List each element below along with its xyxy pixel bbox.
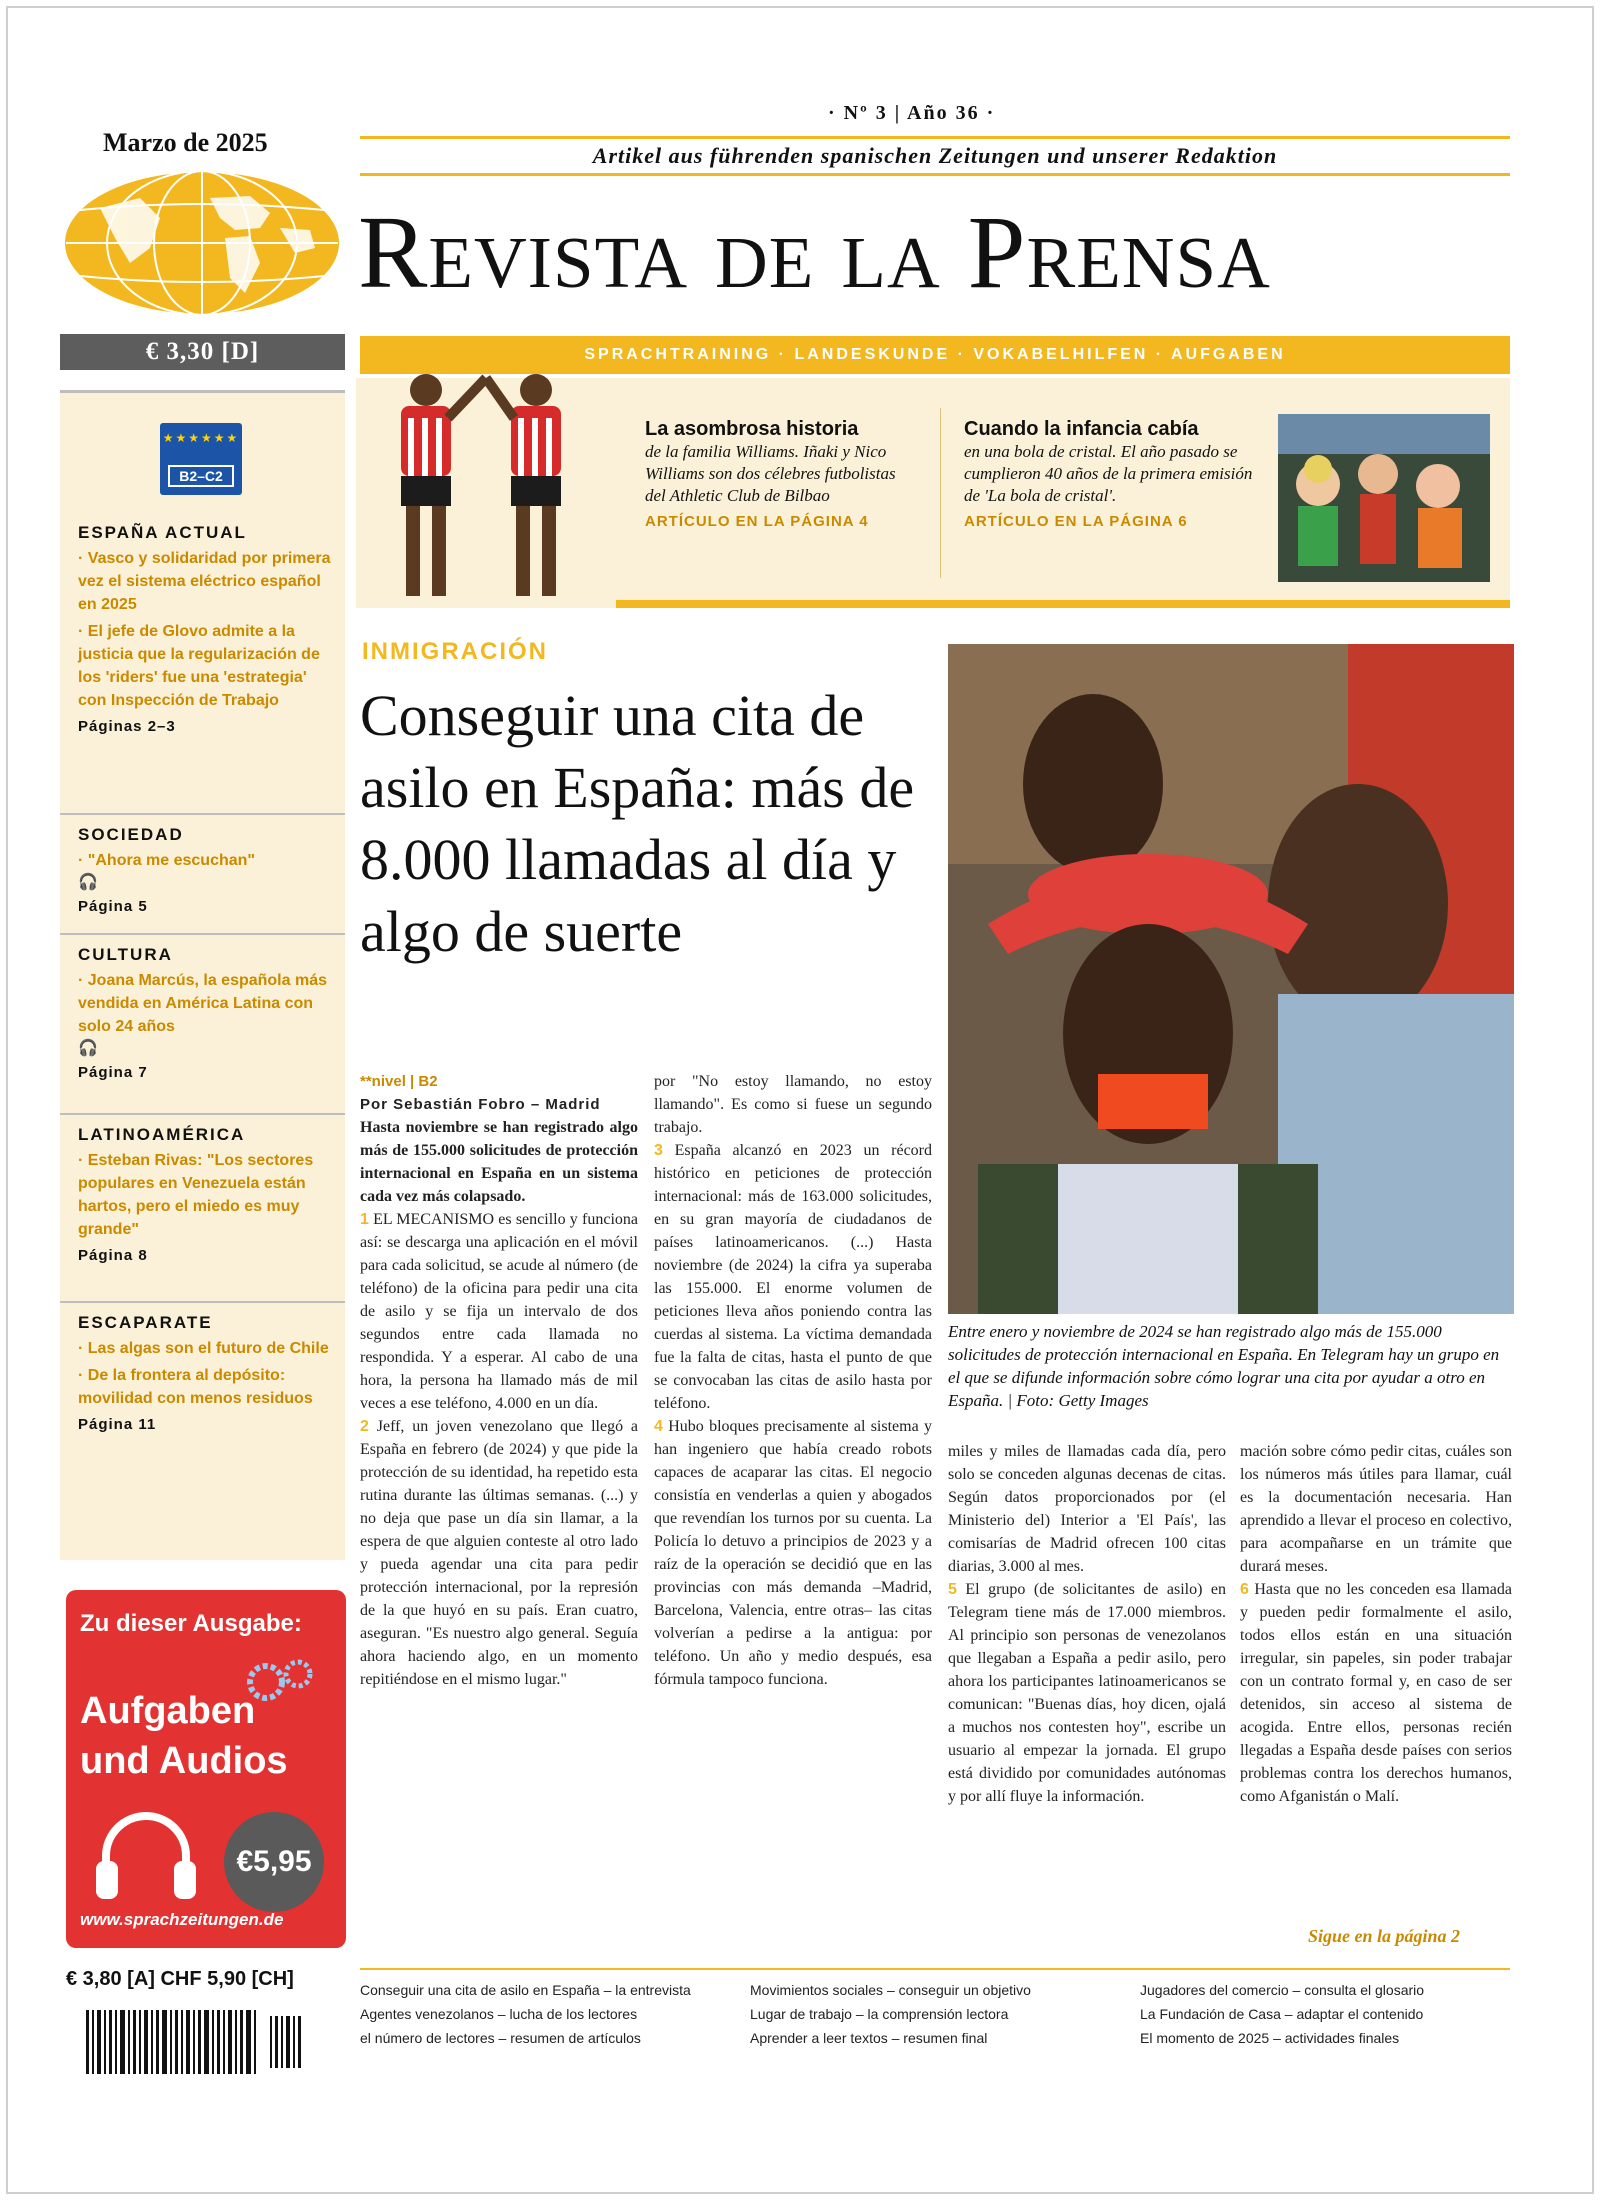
promo-price: €5,95: [224, 1812, 324, 1912]
article-column-3: [948, 1440, 1226, 1808]
promo-url[interactable]: www.sprachzeitungen.de: [80, 1910, 284, 1929]
newspaper-cover: [6, 6, 1594, 2194]
article-paragraph: por "No estoy llamando, no estoy llamando". Es como si fuese un segundo trabajo.: [654, 1073, 932, 1136]
article-paragraph: 2 Jeff, un joven venezolano que llegó a España en febrero (de 2024) y que pide la protección de su identidad, ha repetido esta rutina durante las últimas semanas. (...) y no deja que pase un día sin llamar, a la espera de que alguien conteste al otro lado y pueda agendar una cita para pedir protección internacional, por la represión de la que huyó en su país. Eran cuatro, aseguran. "Es nuestro algo general. Seguía ahora haciendo algo, en un momento repitiéndose en el mismo lugar.": [360, 1418, 638, 1688]
section-page: Página 11: [78, 1416, 157, 1433]
section-item: · Vasco y solidaridad por primera vez el sistema eléctrico español en 2025: [78, 550, 331, 613]
headphones-icon: 🎧: [78, 872, 98, 891]
index-item: Agentes venezolanos – lucha de los lectores: [360, 2006, 638, 2022]
issue-number: · Nº 3 | Año 36 ·: [828, 102, 996, 124]
level-label: B2–C2: [168, 465, 234, 487]
index-item: Aprender a leer textos – resumen final: [750, 2030, 988, 2046]
index-item: El momento de 2025 – actividades finales: [1140, 2030, 1400, 2046]
section-item: · "Ahora me escuchan": [78, 852, 255, 869]
asylum-seekers-photo: [948, 644, 1514, 1314]
divider: [60, 933, 345, 935]
divider: [60, 1301, 345, 1303]
foreign-prices: € 3,80 [A] CHF 5,90 [CH]: [66, 1968, 294, 1990]
promo-box[interactable]: [66, 1590, 346, 1948]
sidebar-contents: [60, 390, 345, 1560]
article-paragraph: miles y miles de llamadas cada día, pero solo se conceden algunas decenas de citas. Según datos proporcionados por (el Ministerio del) Interior a 'El País', las comisarías de Madrid ofrecen 100 citas diarias, 3.000 al mes.: [948, 1443, 1226, 1575]
footballers-photo: [356, 338, 616, 608]
article-column-2: [654, 1070, 932, 1691]
section-escaparate: [78, 1313, 336, 1433]
section-title: LATINOAMÉRICA: [78, 1125, 246, 1144]
section-title: CULTURA: [78, 945, 173, 964]
article-paragraph: 3 España alcanzó en 2023 un récord histórico en peticiones de protección internacional: más de 163.000 solicitudes, en su gran mayoría de ciudadanos de países latinoamericanos. (...) Hasta noviembre (de 2024) la cifra ya superaba las 155.000. El enorme volumen de peticiones lleva años poniendo contra las cuerdas al sistema. La víctima demandada fue la falta de citas, hasta el punto de que se convocaban las citas de asilo hasta por teléfono.: [654, 1142, 932, 1412]
headphones-icon: 🎧: [78, 1038, 98, 1057]
article-column-1: [360, 1070, 638, 1691]
section-latinoamerica: [78, 1125, 336, 1264]
photo-caption: Entre enero y noviembre de 2024 se han registrado algo más de 155.000 solicitudes de protección internacional en España. En Telegram hay un grupo en el que se difunde información sobre cómo lograr una cita por ayudar a otro en España. | Foto: Getty Images: [948, 1322, 1500, 1410]
eu-stars-icon: ★★★★★★: [162, 431, 240, 445]
index-item: Movimientos sociales – conseguir un objetivo: [750, 1982, 1031, 1998]
index-column-1: [360, 1978, 730, 2050]
teaser-link[interactable]: ARTÍCULO EN LA PÁGINA 6: [964, 513, 1188, 530]
article-byline: Por Sebastián Fobro – Madrid: [360, 1096, 601, 1113]
index-item: La Fundación de Casa – adaptar el contenido: [1140, 2006, 1424, 2022]
promo-line-2: und Audios: [80, 1740, 288, 1782]
article-paragraph: 6 Hasta que no les conceden esa llamada y pueden pedir formalmente el asilo, todos ellos están en una situación irregular, sin papeles, sin poder trabajar con un contrato formal y, en caso de ser detenidos, sin acceso al sistema de acogida. Entre ellos, personas recién llegadas a España desde países con serios problemas contra los derechos humanos, como Afganistán o Malí.: [1240, 1581, 1512, 1805]
section-title: ESCAPARATE: [78, 1313, 213, 1332]
continue-link[interactable]: Sigue en la página 2: [1308, 1926, 1461, 1946]
barcode-icon: [84, 2010, 314, 2088]
section-item: · Las algas son el futuro de Chile: [78, 1340, 329, 1357]
index-column-3: [1140, 1978, 1510, 2050]
section-espana-actual: [78, 523, 336, 735]
section-page: Página 8: [78, 1247, 148, 1264]
level-tag: **nivel | B2: [360, 1073, 438, 1090]
section-page: Página 7: [78, 1064, 148, 1081]
gears-icon: [236, 1652, 326, 1712]
article-column-4: [1240, 1440, 1512, 1808]
globe-logo: [60, 168, 345, 318]
promo-heading: Zu dieser Ausgabe:: [80, 1610, 302, 1637]
index-column-2: [750, 1978, 1120, 2050]
puppets-photo: [1278, 414, 1490, 582]
teaser-williams[interactable]: [645, 418, 915, 530]
section-cultura: [78, 945, 336, 1081]
article-lead: Hasta noviembre se han registrado algo más de 155.000 solicitudes de protección internacional en España en un sistema cada vez más colapsado.: [360, 1119, 638, 1205]
divider: [940, 408, 941, 578]
teaser-bola-de-cristal[interactable]: [964, 418, 1264, 530]
section-page: Páginas 2–3: [78, 718, 176, 735]
tagline: Artikel aus führenden spanischen Zeitungen und unserer Redaktion: [360, 136, 1510, 176]
contents-index: [360, 1968, 1510, 2088]
section-page: Página 5: [78, 898, 148, 915]
section-item: · Esteban Rivas: "Los sectores populares en Venezuela están hartos, pero el miedo es muy grande": [78, 1152, 314, 1238]
article-paragraph: 4 Hubo bloques precisamente al sistema y han ingeniero que había creado robots capaces de acaparar las citas. El negocio consistía en venderlas a quien y abogados que revendían los turnos por su cuenta. La Policía lo detuvo a principios de 2023 y a raíz de la operación se decidió que en las provincias con más demanda –Madrid, Barcelona, Valencia, entre otras– las citas volverían a pedirse a la antigua: por teléfono. Un año y medio después, esa fórmula tampoco funciona.: [654, 1418, 932, 1688]
section-item: · Joana Marcús, la española más vendida en América Latina con solo 24 años: [78, 972, 327, 1035]
index-item: Jugadores del comercio – consulta el glosario: [1140, 1982, 1425, 1998]
section-sociedad: [78, 825, 336, 915]
level-badge: [160, 423, 242, 495]
issue-date: Marzo de 2025: [103, 128, 268, 157]
section-item: · El jefe de Glovo admite a la justicia que la regularización de los 'riders' fue una 'estrategia' con Inspección de Trabajo: [78, 623, 320, 709]
feature-bar: SPRACHTRAINING · LANDESKUNDE · VOKABELHILFEN · AUFGABEN: [360, 336, 1510, 374]
article-paragraph: 1 EL MECANISMO es sencillo y funciona así: se descarga una aplicación en el móvil para cada solicitud, se acude al número (de teléfono) de la oficina para pedir una cita de asilo y se fija un intervalo de dos segundos entre cada llamada no respondida. Y a esperar. Al cabo de una hora, la persona ha llamado más de mil veces a ese teléfono, 4.000 en un día.: [360, 1211, 638, 1412]
section-title: ESPAÑA ACTUAL: [78, 523, 247, 542]
teaser-body: de la familia Williams. Iñaki y Nico Williams son dos célebres futbolistas del Athletic Club de Bilbao: [645, 442, 896, 505]
divider: [60, 813, 345, 815]
teaser-area: [360, 378, 1510, 608]
article-headline: Conseguir una cita de asilo en España: más de 8.000 llamadas al día y algo de suerte: [360, 683, 915, 964]
article-paragraph: 5 El grupo (de solicitantes de asilo) en Telegram tiene más de 17.000 miembros. Al principio son personas de venezolanos que llegaban a España a pedir asilo, pero ahora los participantes latinoamericanos se comunican: "Buenas días, hoy dicen, ojalá a muchos nos contesten hoy", escribe un usuario al empezar la jornada. El grupo está dividido por comunidades autónomas y por allí fluye la información.: [948, 1581, 1226, 1805]
index-item: Conseguir una cita de asilo en España – la entrevista: [360, 1982, 691, 1998]
section-item: · De la frontera al depósito: movilidad con menos residuos: [78, 1367, 313, 1407]
teaser-link[interactable]: ARTÍCULO EN LA PÁGINA 4: [645, 513, 869, 530]
teaser-title: La asombrosa historia: [645, 418, 859, 440]
teaser-title: Cuando la infancia cabía: [964, 418, 1199, 440]
section-title: SOCIEDAD: [78, 825, 184, 844]
masthead-title: Revista de la Prensa: [358, 195, 1271, 310]
price-bar: € 3,30 [D]: [60, 334, 345, 370]
article-kicker: INMIGRACIÓN: [362, 638, 548, 665]
divider: [60, 1113, 345, 1115]
promo-line-1: Aufgaben: [80, 1690, 256, 1732]
index-item: Lugar de trabajo – la comprensión lectora: [750, 2006, 1009, 2022]
teaser-body: en una bola de cristal. El año pasado se cumplieron 40 años de la primera emisión de 'La bola de cristal'.: [964, 442, 1253, 505]
index-item: el número de lectores – resumen de artículos: [360, 2030, 641, 2046]
headphones-icon: [86, 1806, 206, 1906]
article-paragraph: mación sobre cómo pedir citas, cuáles son los números más útiles para llamar, cuál es la documentación necesaria. Han aprendido a llevar el proceso en colectivo, para acompañarse en un trámite que durará meses.: [1240, 1443, 1512, 1575]
